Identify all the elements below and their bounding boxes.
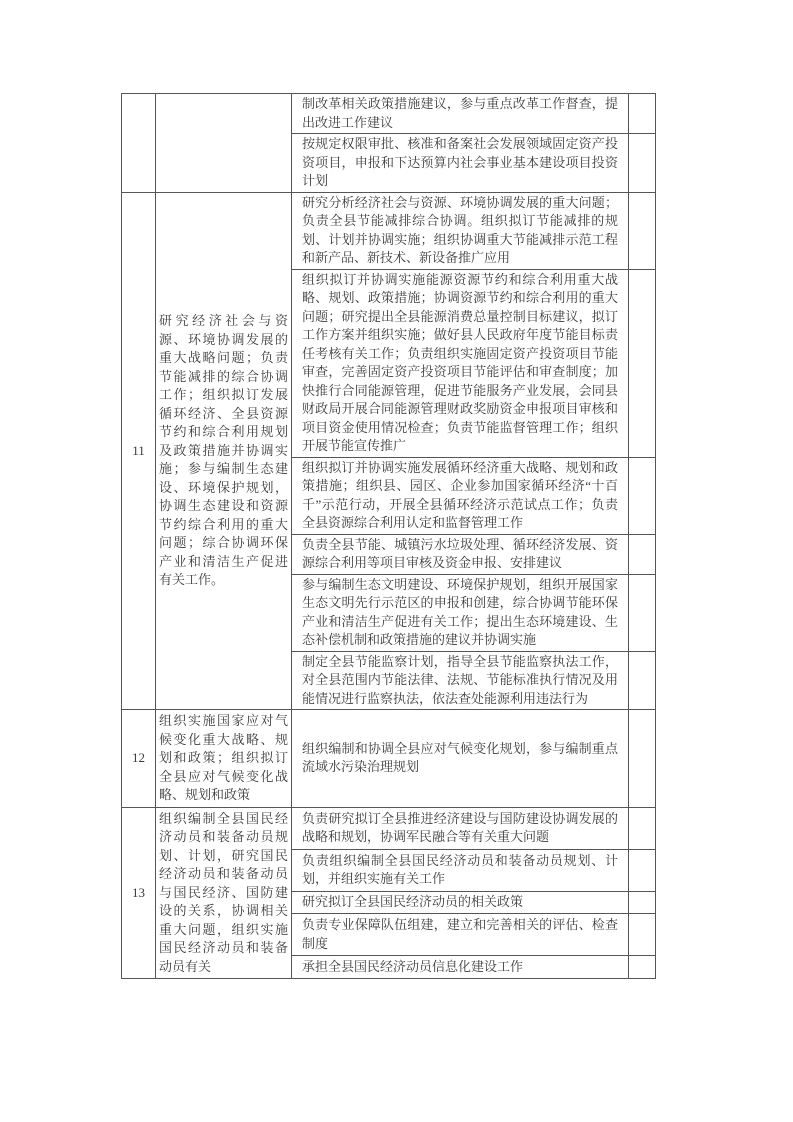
duty-detail-cell: 负责专业保障队伍组建，建立和完善相关的评估、检查制度 bbox=[292, 914, 629, 956]
duty-detail-cell: 组织拟订并协调实施能源资源节约和综合利用重大战略、规划、政策措施；协调资源节约和综合利用的重大问题；研究提出全县能源消费总量控制目标建议，拟订工作方案并组织实施；做好县人民政府年度节能目标责任考核有关工作；负责组织实施固定资产投资项目节能审查，完善固定资产投资项目节能评估和审查制度；加快推行合同能源管理，促进节能服务产业发展，会同县财政局开展合同能源管理财政奖励资金申报项目审核和项目资金使用情况检查；负责节能监督管理工作；组织开展节能宣传推广 bbox=[292, 269, 629, 457]
duty-detail-cell: 组织拟订并协调实施发展循环经济重大战略、规划和政策措施；组织县、园区、企业参加国家循环经济“十百千”示范行动，开展全县循环经济示范试点工作；负责全县资源综合利用认定和监督管理工作 bbox=[292, 457, 629, 534]
row-number-cell bbox=[122, 94, 156, 193]
spare-cell bbox=[629, 956, 656, 979]
table-row bbox=[122, 807, 656, 849]
duty-detail-cell: 负责全县节能、城镇污水垃圾处理、循环经济发展、资源综合利用等项目审核及资金申报、安排建议 bbox=[292, 534, 629, 574]
table-row bbox=[122, 94, 656, 134]
row-number-cell: 12 bbox=[122, 710, 156, 808]
duty-detail-cell: 负责组织编制全县国民经济动员和装备动员规划、计划，并组织实施有关工作 bbox=[292, 849, 629, 891]
spare-cell bbox=[629, 710, 656, 808]
duty-detail-cell: 组织编制和协调全县应对气候变化规划，参与编制重点流域水污染治理规划 bbox=[292, 710, 629, 808]
duty-detail-cell: 研究分析经济社会与资源、环境协调发展的重大问题；负责全县节能减排综合协调。组织拟订节能减排的规划、计划并协调实施；组织协调重大节能减排示范工程和新产品、新技术、新设备推广应用 bbox=[292, 192, 629, 269]
table-row bbox=[122, 710, 656, 808]
spare-cell bbox=[629, 651, 656, 710]
duty-detail-cell: 按规定权限审批、核准和备案社会发展领域固定资产投资项目，申报和下达预算内社会事业基本建设项目投资计划 bbox=[292, 134, 629, 193]
spare-cell bbox=[629, 269, 656, 457]
duties-table bbox=[121, 93, 656, 979]
duty-detail-cell: 参与编制生态文明建设、环境保护规划，组织开展国家生态文明先行示范区的申报和创建，综合协调节能环保产业和清洁生产促进有关工作；提出生态环境建设、生态补偿机制和政策措施的建议并协调实施 bbox=[292, 574, 629, 651]
spare-cell bbox=[629, 574, 656, 651]
spare-cell bbox=[629, 914, 656, 956]
spare-cell bbox=[629, 192, 656, 269]
spare-cell bbox=[629, 457, 656, 534]
main-duty-cell: 组织编制全县国民经济动员和装备动员规划、计划，研究国民经济动员和装备动员与国民经济、国防建设的关系，协调相关重大问题，组织实施国民经济动员和装备动员有关 bbox=[156, 807, 292, 979]
duty-detail-cell: 负责研究拟订全县推进经济建设与国防建设协调发展的战略和规划，协调军民融合等有关重大问题 bbox=[292, 807, 629, 849]
main-duty-cell bbox=[156, 94, 292, 193]
duty-detail-cell: 研究拟订全县国民经济动员的相关政策 bbox=[292, 891, 629, 914]
spare-cell bbox=[629, 891, 656, 914]
spare-cell bbox=[629, 134, 656, 193]
table-row bbox=[122, 192, 656, 269]
spare-cell bbox=[629, 807, 656, 849]
row-number-cell: 11 bbox=[122, 192, 156, 710]
spare-cell bbox=[629, 849, 656, 891]
duty-detail-cell: 制定全县节能监察计划，指导全县节能监察执法工作，对全县范围内节能法律、法规、节能标准执行情况及用能情况进行监察执法，依法查处能源利用违法行为 bbox=[292, 651, 629, 710]
main-duty-cell: 研究经济社会与资源、环境协调发展的重大战略问题；负责节能减排的综合协调工作；组织拟订发展循环经济、全县资源节约和综合利用规划及政策措施并协调实施；参与编制生态建设、环境保护规划，协调生态建设和资源节约综合利用的重大问题；综合协调环保产业和清洁生产促进有关工作。 bbox=[156, 192, 292, 710]
spare-cell bbox=[629, 534, 656, 574]
row-number-cell: 13 bbox=[122, 807, 156, 979]
spare-cell bbox=[629, 94, 656, 134]
main-duty-cell: 组织实施国家应对气候变化重大战略、规划和政策；组织拟订全县应对气候变化战略、规划和政策 bbox=[156, 710, 292, 808]
duty-detail-cell: 制改革相关政策措施建议，参与重点改革工作督查，提出改进工作建议 bbox=[292, 94, 629, 134]
duty-detail-cell: 承担全县国民经济动员信息化建设工作 bbox=[292, 956, 629, 979]
